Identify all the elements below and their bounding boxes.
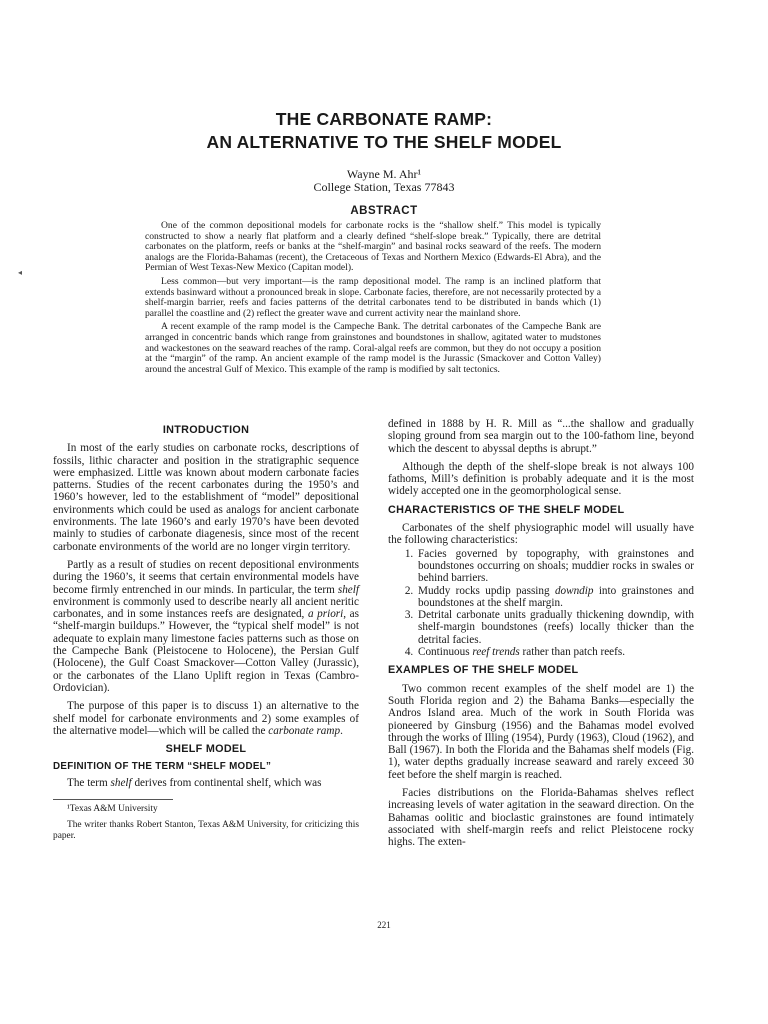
intro-paragraph-2: Partly as a result of studies on recent depositional environments during the 1960’s, it seems that certain environmental models have become firmly entrenched in our minds. In particular, the term shelf environment is commonly used to describe nearly all ancient neritic carbonates, and in some instances reefs are designated, a priori, as “shelf-margin buildups.” However, the “typical shelf model” is not adequate to explain many limestone facies patterns such as those on the Campeche Bank (Pleistocene to Holocene), the Persian Gulf (Holocene), the Gulf Coast Smackover—Cotton Valley (Jurassic), or the carbonates of the Llano Uplift region in Texas (Cambro-Ordovician). [53,558,359,694]
introduction-heading: INTRODUCTION [162,424,250,436]
paper-title-line2: AN ALTERNATIVE TO THE SHELF MODEL [206,132,562,152]
examples-paragraph-1: Two common recent examples of the shelf model are 1) the South Florida region and 2) the Bahama Banks—especially the Andros Island area. Much of the work in South Florida was pioneered by Ginsburg (1956) and the Bahamas model evolved through the works of Illing (1954), Purdy (1963), Cloud (1962), and Ball (1967). In both the Florida and the Bahamas shelf models (Fig. 1), water depths gradually increase seaward and rarely exceed 30 feet before the shelf margin is reached. [388,682,694,781]
shelf-paragraph-1: The term shelf derives from continental shelf, which was [67,776,322,789]
definition-subheading: DEFINITION OF THE TERM “SHELF MODEL” [53,761,272,773]
author-name: Wayne M. Ahr¹ [346,167,422,181]
paper-title-line1: THE CARBONATE RAMP: [275,109,493,129]
left-column [53,418,359,847]
right-column [388,418,694,855]
page-number: 221 [377,920,391,930]
emphasis-shelf-2: shelf [110,776,132,789]
shelf-model-heading: SHELF MODEL [165,743,247,756]
definition-continued-paragraph: defined in 1888 by H. R. Mill as “...the shallow and gradually sloping ground from sea margin out to the 100-fathom line, beyond which the descent to abyssal depths is abrupt.” [388,418,694,455]
abstract-body [145,221,601,378]
footnote-affiliation: ¹Texas A&M University [67,804,158,815]
examples-heading: EXAMPLES OF THE SHELF MODEL [388,664,579,677]
footnote-acknowledgement: The writer thanks Robert Stanton, Texas A&M University, for criticizing this paper. [53,820,359,841]
footnote-divider [53,799,173,800]
abstract-paragraph: Less common—but very important—is the ramp depositional model. The ramp is an inclined platform that extends basinward without a pronounced break in slope. Carbonate facies, therefore, are not necessarily protected by a shelf-margin barrier, reefs and facies patterns of the detrital carbonates tend to be distributed in bands which (1) parallel the coastline and (2) reflect the greater wave and current activity near the mainland shore. [145,275,601,319]
characteristics-list [388,548,694,659]
characteristics-intro: Carbonates of the shelf physiographic model will usually have the following characteristics: [388,522,694,547]
emphasis-carbonate-ramp: carbonate ramp [268,724,341,737]
emphasis-shelf: shelf [337,583,359,596]
intro-paragraph-3: The purpose of this paper is to discuss 1) an alternative to the shelf model for carbonate environments and 2) some examples of the alternative model—which will be called the carbonate ramp. [53,700,359,737]
author-affiliation: College Station, Texas 77843 [313,180,455,194]
emphasis-a-priori: a priori [307,608,344,621]
characteristic-item-2: 2. Muddy rocks updip passing downdip into grainstones and boundstones at the shelf margin. [416,585,694,610]
intro-paragraph-1: In most of the early studies on carbonate rocks, descriptions of fossils, lithic character and position in the stratigraphic sequence were emphasized. Little was known about modern carbonate facies patterns. Studies of the recent carbonates during the 1950’s and 1960’s however, led to the establishment of “model” depositional environments which could be used as analogs for ancient carbonate environments. The late 1960’s and early 1970’s have been devoted mainly to studies of carbonate diagenesis, since most of the recent carbonate environments of the world are no longer virgin territory. [53,442,359,553]
characteristics-heading: CHARACTERISTICS OF THE SHELF MODEL [388,503,625,516]
emphasis-downdip: downdip [554,584,594,597]
mill-definition-paragraph: Although the depth of the shelf-slope break is not always 100 fathoms, Mill’s definition is probably adequate and it is the most widely accepted one in the geomorphological sense. [388,460,694,498]
characteristic-item-4: 4. Continuous reef trends rather than patch reefs. [416,646,694,658]
characteristic-item-3: 3. Detrital carbonate units gradually thickening downdip, with shelf-margin boundstones (reefs) locally thicker than the detrital facies. [416,609,694,646]
characteristic-item-1: 1. Facies governed by topography, with grainstones and boundstones occurring on shoals; muddier rocks in swales or behind barriers. [416,548,694,585]
emphasis-reef-trends: reef trends [472,646,520,659]
examples-paragraph-2: Facies distributions on the Florida-Bahamas shelves reflect increasing levels of water agitation in the seaward direction. On the Bahamas oolitic and bioclastic grainstones are found intimately associated with shelf-margin reefs and relict Pleistocene rocky highs. The exten- [388,787,694,849]
abstract-paragraph: A recent example of the ramp model is the Campeche Bank. The detrital carbonates of the Campeche Bank are arranged in concentric bands which range from grainstones and boundstones in shallow, agitated water to mudstones and wackestones on the seaward reaches of the ramp. Coral-algal reefs are common, but they do not occupy a position at the “margin” of the ramp. An ancient example of the ramp model is the Jurassic (Smackover and Cotton Valley) around the ancestral Gulf of Mexico. This example of the ramp is modified by salt tectonics. [145,321,601,375]
abstract-paragraph: One of the common depositional models for carbonate rocks is the “shallow shelf.” This model is typically constructed to show a nearly flat platform and a clearly defined “shelf-slope break.” Typically, there are detrital carbonates on the platform, reefs or banks at the “shelf-margin” and basinal rocks seaward of the reefs. The modern analogs are the Florida-Bahamas (recent), the Cretaceous of Texas and Northern Mexico (Edwards-El Abra), and the Permian of West Texas-New Mexico (Capitan model). [145,220,601,274]
abstract-heading: ABSTRACT [350,205,418,217]
margin-mark: ◂ [18,268,23,277]
